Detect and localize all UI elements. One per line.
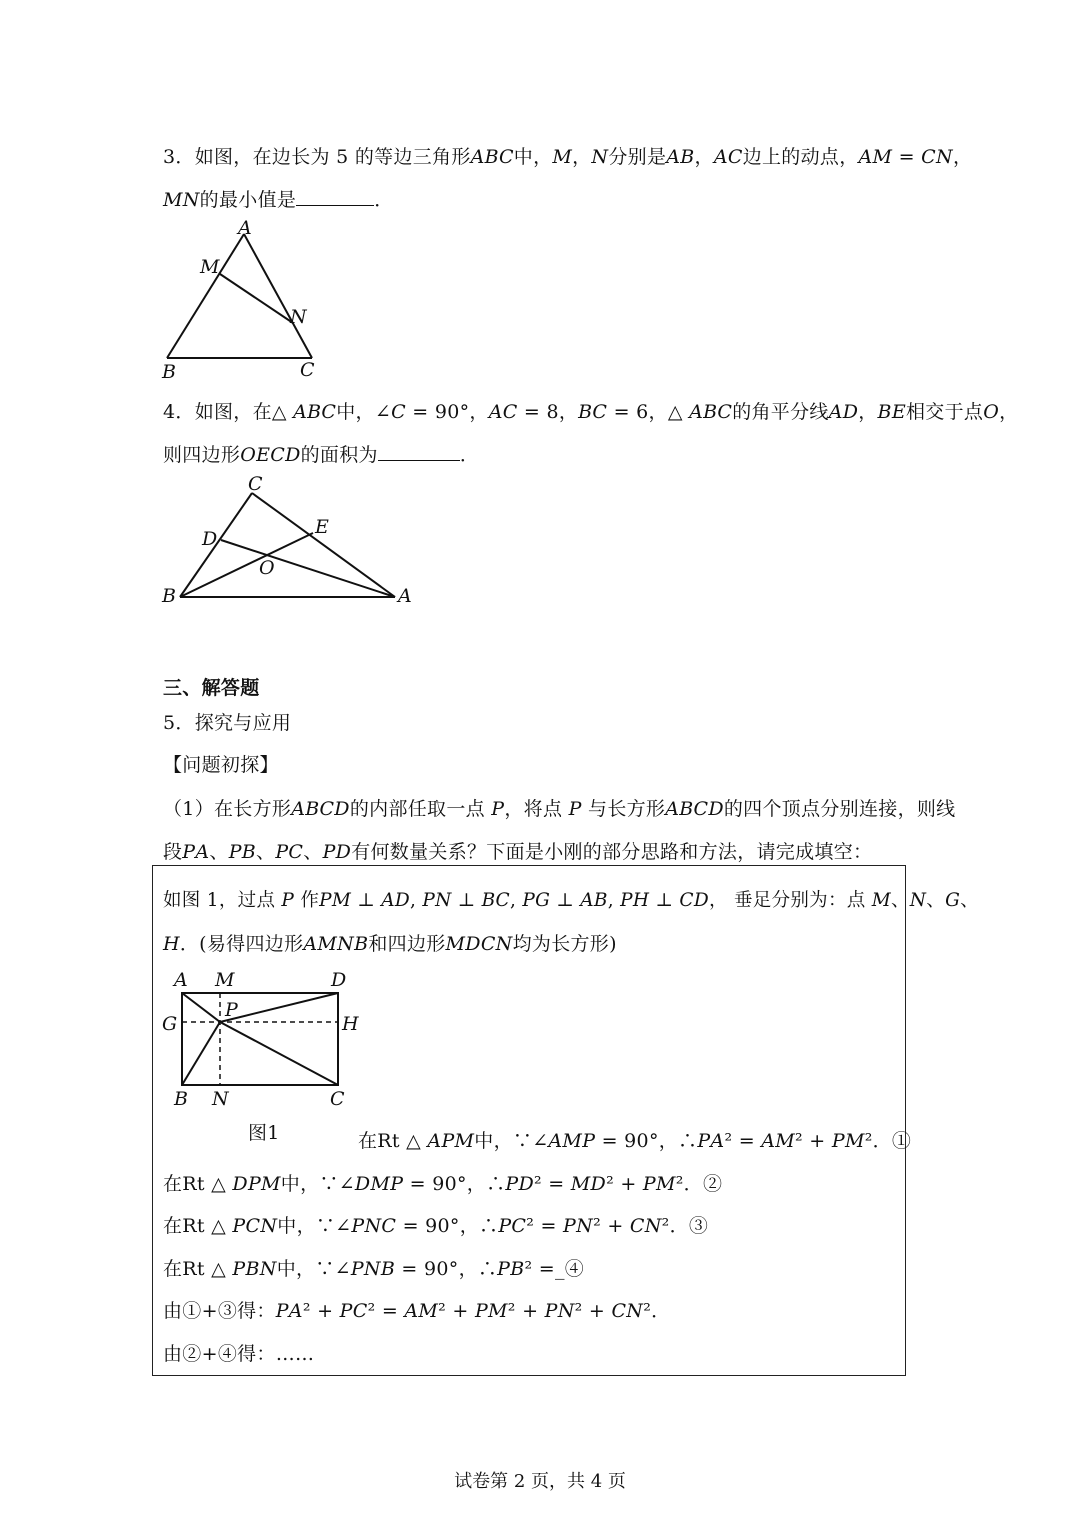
q3-line1: 3．如图，在边长为 5 的等边三角形𝐴𝐵𝐶中，𝑀，𝑁分别是𝐴𝐵，𝐴𝐶边上的动点，𝐴𝑀 = 𝐶𝑁，	[163, 146, 973, 168]
label-n: N	[212, 1088, 229, 1110]
rectangle-figure-1	[155, 965, 375, 1115]
label-b: B	[162, 361, 176, 383]
label-n: N	[290, 306, 307, 328]
box-step4: 在Rt △ 𝑃𝐵𝑁中，∵∠𝑃𝑁𝐵 = 90°，∴𝑃𝐵² =_④	[163, 1258, 585, 1280]
label-g: G	[162, 1013, 178, 1035]
label-a: A	[174, 969, 188, 991]
label-a: A	[398, 585, 412, 607]
box-line1: 如图 1，过点 𝑃 作𝑃𝑀 ⊥ 𝐴𝐷, 𝑃𝑁 ⊥ 𝐵𝐶, 𝑃𝐺 ⊥ 𝐴𝐵, 𝑃𝐻 ⊥ 𝐶𝐷， 垂足分别为：点 𝑀、𝑁、𝐺、	[163, 890, 979, 911]
label-p: P	[225, 999, 238, 1021]
answer-blank	[296, 187, 374, 206]
label-h: H	[342, 1013, 359, 1035]
box-line2: 𝐻．(易得四边形𝐴𝑀𝑁𝐵和四边形𝑀𝐷𝐶𝑁均为长方形)	[163, 933, 617, 955]
answer-blank	[378, 442, 460, 461]
triangle-side-ab	[167, 234, 244, 358]
q4-line2	[163, 440, 479, 467]
label-b: B	[162, 585, 176, 607]
q4-line2-end: ．	[459, 444, 480, 466]
triangle-side-ca	[252, 493, 395, 597]
figure-caption: 图1	[248, 1122, 280, 1144]
box-step3: 在Rt △ 𝑃𝐶𝑁中，∵∠𝑃𝑁𝐶 = 90°，∴𝑃𝐶² = 𝑃𝑁² + 𝐶𝑁²．③	[163, 1215, 709, 1237]
q3-triangle-figure	[150, 212, 340, 384]
box-step6: 由②+④得：……	[163, 1343, 315, 1365]
label-m: M	[215, 969, 235, 991]
q3-line2-end: ．	[374, 189, 394, 211]
label-o: O	[259, 557, 275, 579]
q3-line2-text: 𝑀𝑁的最小值是	[163, 189, 297, 211]
segment-mn	[220, 274, 293, 323]
q5-part1-line1: （1）在长方形𝐴𝐵𝐶𝐷的内部任取一点 𝑃，将点 𝑃 与长方形𝐴𝐵𝐶𝐷的四个顶点分别连接，则线	[163, 798, 956, 820]
bisector-ad	[221, 540, 395, 597]
label-m: M	[200, 256, 220, 278]
label-d: D	[331, 969, 347, 991]
label-c: C	[300, 359, 315, 381]
q4-line2-text: 则四边形𝑂𝐸𝐶𝐷的面积为	[163, 444, 378, 466]
segment-pc	[220, 1022, 338, 1085]
label-d: D	[202, 528, 218, 550]
q4-triangle-figure	[155, 470, 425, 612]
q4-line1: 4．如图，在△ 𝐴𝐵𝐶中，∠𝐶 = 90°，𝐴𝐶 = 8，𝐵𝐶 = 6，△ 𝐴𝐵𝐶的角平分线𝐴𝐷，𝐵𝐸相交于点𝑂，	[163, 401, 1019, 423]
q5-part1-line2: 段𝑃𝐴、𝑃𝐵、𝑃𝐶、𝑃𝐷有何数量关系？下面是小刚的部分思路和方法，请完成填空：	[163, 841, 873, 863]
label-e: E	[315, 516, 329, 538]
label-c: C	[330, 1088, 345, 1110]
bisector-be	[180, 533, 313, 597]
rectangle-abcd	[182, 993, 338, 1085]
section-heading: 三、解答题	[163, 677, 260, 699]
label-a: A	[238, 217, 252, 239]
segment-pb	[182, 1022, 220, 1085]
box-step2: 在Rt △ 𝐷𝑃𝑀中，∵∠𝐷𝑀𝑃 = 90°，∴𝑃𝐷² = 𝑀𝐷² + 𝑃𝑀²．②	[163, 1173, 723, 1195]
segment-pa	[182, 993, 220, 1022]
q5-title: 5．探究与应用	[163, 712, 292, 734]
q3-line2	[163, 185, 394, 212]
label-c: C	[248, 473, 263, 495]
label-b: B	[174, 1088, 188, 1110]
box-step5: 由①+③得：𝑃𝐴² + 𝑃𝐶² = 𝐴𝑀² + 𝑃𝑀² + 𝑃𝑁² + 𝐶𝑁²．	[163, 1300, 671, 1322]
page-footer: 试卷第 2 页，共 4 页	[454, 1471, 626, 1492]
subheading: 【问题初探】	[163, 754, 279, 776]
box-step1: 在Rt △ 𝐴𝑃𝑀中，∵∠𝐴𝑀𝑃 = 90°，∴𝑃𝐴² = 𝐴𝑀² + 𝑃𝑀²．①	[358, 1130, 912, 1152]
